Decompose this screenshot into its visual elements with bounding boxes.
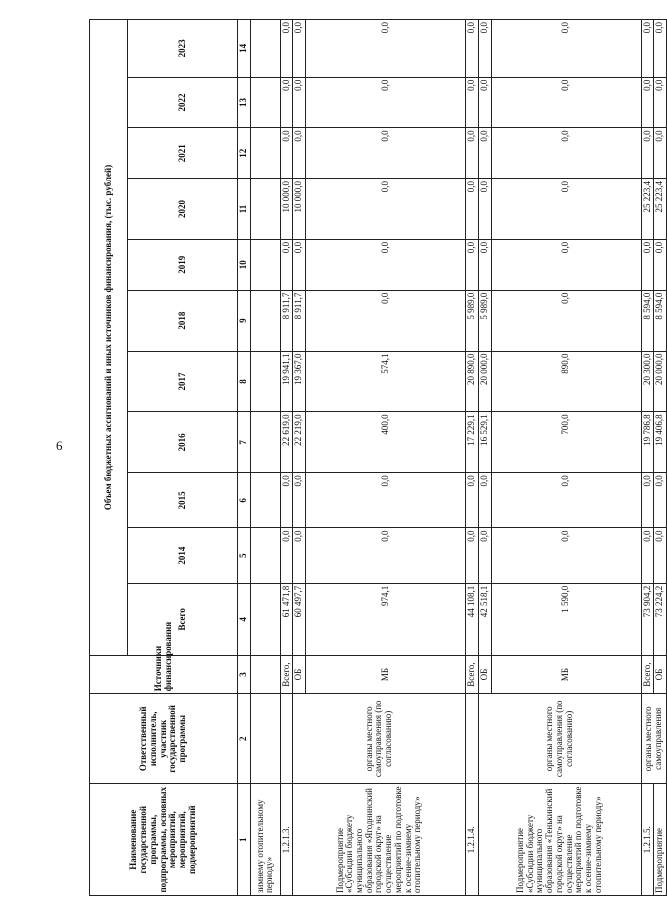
header-year: 2017 <box>128 351 238 412</box>
value-cell: 17 229,1 <box>466 412 479 473</box>
value-cell: 0,0 <box>654 20 667 78</box>
column-index: 6 <box>238 473 251 528</box>
value-cell: 574,1 <box>306 351 466 412</box>
row-code: 1.2.1.5. <box>641 784 654 896</box>
value-cell: 0,0 <box>466 179 479 240</box>
source-cell: Всего, <box>641 655 654 693</box>
value-cell: 19 406,8 <box>654 412 667 473</box>
value-cell: 0,0 <box>654 239 667 290</box>
value-cell: 0,0 <box>466 528 479 583</box>
source-cell: ОБ <box>293 655 306 693</box>
value-cell: 0,0 <box>306 20 466 78</box>
value-cell: 0,0 <box>293 20 306 78</box>
value-cell: 0,0 <box>491 179 641 240</box>
value-cell: 22 619,0 <box>280 412 293 473</box>
value-cell: 73 224,2 <box>654 583 667 655</box>
value-cell: 0,0 <box>293 239 306 290</box>
value-cell: 0,0 <box>641 239 654 290</box>
value-cell: 5 989,0 <box>466 290 479 351</box>
value-cell: 0,0 <box>306 179 466 240</box>
value-cell: 0,0 <box>491 128 641 179</box>
value-cell: 25 223,4 <box>654 179 667 240</box>
column-index: 12 <box>238 128 251 179</box>
value-cell: 0,0 <box>466 20 479 78</box>
row-name: Подмероприятие <box>654 784 667 896</box>
column-index: 10 <box>238 239 251 290</box>
value-cell: 0,0 <box>293 528 306 583</box>
value-cell: 61 471,8 <box>280 583 293 655</box>
header-year: 2018 <box>128 290 238 351</box>
value-cell: 10 000,0 <box>293 179 306 240</box>
value-cell: 20 300,0 <box>641 351 654 412</box>
value-cell: 0,0 <box>306 239 466 290</box>
value-cell: 20 000,0 <box>478 351 491 412</box>
value-cell: 19 786,8 <box>641 412 654 473</box>
value-cell: 0,0 <box>654 528 667 583</box>
value-cell: 0,0 <box>478 528 491 583</box>
source-cell: ОБ <box>478 655 491 693</box>
value-cell: 22 219,0 <box>293 412 306 473</box>
value-cell: 8 911,7 <box>280 290 293 351</box>
table-row <box>280 20 293 896</box>
row-executor: органы местного самоуправления <box>641 694 666 784</box>
row-executor: органы местного самоуправления (по согласованию) <box>293 694 466 784</box>
column-index: 9 <box>238 290 251 351</box>
value-cell: 0,0 <box>478 20 491 78</box>
value-cell: 8 594,0 <box>654 290 667 351</box>
source-cell: МБ <box>491 655 641 693</box>
value-cell: 19 367,0 <box>293 351 306 412</box>
value-cell: 16 529,1 <box>478 412 491 473</box>
table-row <box>478 20 491 896</box>
value-cell: 0,0 <box>306 290 466 351</box>
header-year: 2021 <box>128 128 238 179</box>
value-cell: 0,0 <box>306 128 466 179</box>
value-cell: 0,0 <box>654 473 667 528</box>
value-cell: 890,0 <box>491 351 641 412</box>
value-cell: 5 989,0 <box>478 290 491 351</box>
value-cell: 20 000,0 <box>654 351 667 412</box>
column-index: 14 <box>238 20 251 78</box>
column-index: 8 <box>238 351 251 412</box>
value-cell: 73 904,2 <box>641 583 654 655</box>
value-cell: 19 941,1 <box>280 351 293 412</box>
row-code: 1.2.1.3. <box>280 784 293 896</box>
source-cell: ОБ <box>654 655 667 693</box>
value-cell: 0,0 <box>280 128 293 179</box>
value-cell: 0,0 <box>654 128 667 179</box>
value-cell: 0,0 <box>478 77 491 128</box>
table-row <box>466 20 479 896</box>
row-executor: органы местного самоуправления (по согласованию) <box>478 694 641 784</box>
value-cell: 10 000,0 <box>280 179 293 240</box>
value-cell: 0,0 <box>293 473 306 528</box>
table-row <box>293 20 306 896</box>
source-cell: МБ <box>306 655 466 693</box>
header-year: 2023 <box>128 20 238 78</box>
header-name: Наименование государственной программы, подпрограммы, основных мероприятий, мероприятий, подмероприятий <box>90 784 238 896</box>
value-cell: 0,0 <box>478 239 491 290</box>
header-funding-group: Объем бюджетных ассигнований и иных источников финансирования, (тыс. рублей) <box>90 20 128 656</box>
value-cell: 0,0 <box>478 128 491 179</box>
column-index: 4 <box>238 583 251 655</box>
value-cell: 0,0 <box>491 290 641 351</box>
value-cell: 0,0 <box>293 128 306 179</box>
value-cell: 8 911,7 <box>293 290 306 351</box>
value-cell: 0,0 <box>280 77 293 128</box>
value-cell: 0,0 <box>280 20 293 78</box>
column-index: 13 <box>238 77 251 128</box>
value-cell: 974,1 <box>306 583 466 655</box>
column-index: 1 <box>238 784 251 896</box>
row-code: 1.2.1.4. <box>466 784 479 896</box>
value-cell: 0,0 <box>641 20 654 78</box>
header-year: 2014 <box>128 528 238 583</box>
column-index: 3 <box>238 655 251 693</box>
value-cell: 700,0 <box>491 412 641 473</box>
header-executor: Ответственный исполнитель, участник государственной программы <box>90 694 238 784</box>
value-cell: 1 590,0 <box>491 583 641 655</box>
value-cell: 0,0 <box>491 20 641 78</box>
value-cell: 0,0 <box>306 473 466 528</box>
value-cell: 0,0 <box>491 473 641 528</box>
header-year: 2022 <box>128 77 238 128</box>
funding-table <box>89 19 667 896</box>
source-cell: Всего, <box>280 655 293 693</box>
value-cell: 400,0 <box>306 412 466 473</box>
value-cell: 0,0 <box>280 239 293 290</box>
value-cell: 0,0 <box>491 77 641 128</box>
value-cell: 20 890,0 <box>466 351 479 412</box>
value-cell: 0,0 <box>478 473 491 528</box>
value-cell: 0,0 <box>293 77 306 128</box>
page-number: 6 <box>56 438 63 453</box>
value-cell: 0,0 <box>466 473 479 528</box>
value-cell: 25 223,4 <box>641 179 654 240</box>
value-cell: 0,0 <box>306 77 466 128</box>
value-cell: 0,0 <box>466 77 479 128</box>
header-year: 2016 <box>128 412 238 473</box>
column-index-row <box>238 20 251 896</box>
value-cell: 44 108,1 <box>466 583 479 655</box>
value-cell: 0,0 <box>654 77 667 128</box>
value-cell: 0,0 <box>641 528 654 583</box>
row-name: зимнему отопительному периоду» <box>250 784 280 896</box>
value-cell: 0,0 <box>306 528 466 583</box>
column-index: 5 <box>238 528 251 583</box>
column-index: 2 <box>238 694 251 784</box>
value-cell: 0,0 <box>280 528 293 583</box>
value-cell: 0,0 <box>478 179 491 240</box>
value-cell: 0,0 <box>466 128 479 179</box>
value-cell: 42 518,1 <box>478 583 491 655</box>
value-cell: 0,0 <box>641 128 654 179</box>
header-year: 2020 <box>128 179 238 240</box>
header-source: Источники финансирования <box>90 655 238 693</box>
value-cell: 0,0 <box>280 473 293 528</box>
value-cell: 0,0 <box>641 473 654 528</box>
value-cell: 0,0 <box>491 528 641 583</box>
column-index: 7 <box>238 412 251 473</box>
value-cell: 8 594,0 <box>641 290 654 351</box>
row-name: Подмероприятие «Субсидии бюджету муниципального образования «Тенькинский городской округ» на осуществление мероприятий по подготовке к осенне-зимнему отопительному периоду» <box>478 784 641 896</box>
header-year: 2015 <box>128 473 238 528</box>
value-cell: 0,0 <box>491 239 641 290</box>
rotated-table-container <box>89 19 665 896</box>
column-index: 11 <box>238 179 251 240</box>
header-year: 2019 <box>128 239 238 290</box>
table-row <box>250 20 280 896</box>
source-cell: Всего, <box>466 655 479 693</box>
header-total: Всего <box>128 583 238 655</box>
value-cell: 60 497,7 <box>293 583 306 655</box>
row-name: Подмероприятие «Субсидии бюджету муниципального образования «Ягоднинский городской округ» на осуществление мероприятий по подготовке к осенне-зимнему отопительному периоду» <box>293 784 466 896</box>
table-row <box>641 20 654 896</box>
value-cell: 0,0 <box>466 239 479 290</box>
value-cell: 0,0 <box>641 77 654 128</box>
